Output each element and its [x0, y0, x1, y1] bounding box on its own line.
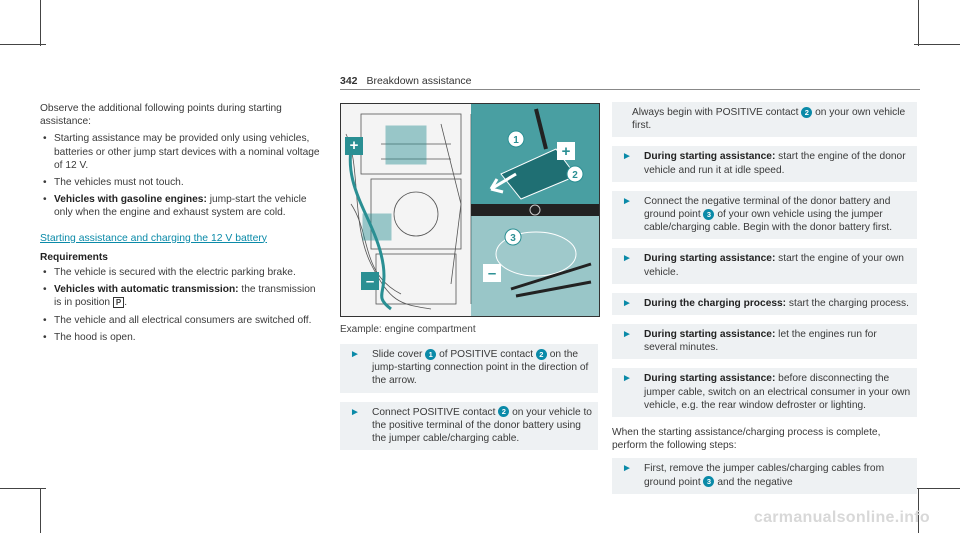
instruction-step: ► During starting assistance: let the engines run for several minutes.	[612, 324, 917, 359]
section-title: Breakdown assistance	[366, 75, 472, 87]
instruction-note: Always begin with POSITIVE contact 2 on your own vehicle first.	[612, 102, 917, 137]
instruction-step: ► During starting assistance: start the engine of the donor vehicle and run it at idle speed.	[612, 146, 917, 181]
list-item: • The vehicle is secured with the electric parking brake.	[43, 267, 296, 279]
instruction-step: ► Slide cover 1 of POSITIVE contact 2 on the jump-starting connection point in the direction of the arrow.	[340, 344, 598, 393]
minus-label: –	[487, 265, 497, 282]
callout-1: 1	[513, 135, 519, 146]
callout-badge: 3	[703, 209, 714, 220]
page-number: 342	[340, 75, 358, 87]
requirements-heading: Requirements	[40, 251, 108, 263]
header-rule	[340, 89, 920, 90]
minus-label: –	[365, 273, 375, 290]
middle-column	[340, 344, 598, 459]
plus-label: +	[561, 143, 571, 160]
instruction-step: ► During the charging process: start the charging process.	[612, 293, 917, 315]
engine-compartment-illustration	[341, 104, 599, 316]
callout-badge: 1	[425, 349, 436, 360]
callout-badge: 2	[498, 406, 509, 417]
completion-paragraph: When the starting assistance/charging process is complete, perform the following steps:	[612, 427, 881, 452]
crop-mark	[914, 488, 960, 489]
section-heading: Starting assistance and charging the 12 V battery	[40, 232, 268, 244]
list-item: • Starting assistance may be provided only using vehicles, batteries or other jump start devices with a nominal voltage of 12 V.	[43, 133, 320, 171]
step-arrow-icon: ►	[622, 297, 632, 309]
figure-caption: Example: engine compartment	[340, 324, 476, 335]
step-arrow-icon: ►	[622, 373, 632, 385]
instruction-step: ► Connect POSITIVE contact 2 on your vehicle to the positive terminal of the donor battery using the jumper cable/charging cable.	[340, 402, 598, 451]
instruction-step: ► First, remove the jumper cables/charging cables from ground point 3 and the negative	[612, 458, 917, 493]
watermark: carmanualsonline.info	[753, 509, 930, 526]
callout-3: 3	[510, 233, 516, 244]
list-item: • Vehicles with automatic transmission: the transmission is in position P .	[43, 284, 316, 309]
list-item: • The vehicles must not touch.	[43, 177, 184, 189]
crop-mark	[40, 0, 41, 46]
step-arrow-icon: ►	[622, 253, 632, 265]
crop-mark	[918, 0, 919, 46]
instruction-step: ► Connect the negative terminal of the donor battery and ground point 3 of your own vehicle using the jumper cable/charging cable. Begin with the donor battery first.	[612, 191, 917, 240]
instruction-step: ► During starting assistance: start the engine of your own vehicle.	[612, 248, 917, 283]
step-arrow-icon: ►	[622, 195, 632, 207]
callout-2: 2	[572, 170, 578, 181]
step-arrow-icon: ►	[350, 349, 360, 360]
callout-badge: 2	[536, 349, 547, 360]
page-header	[340, 75, 472, 87]
instruction-step: ► During starting assistance: before disconnecting the jumper cable, switch on an electrical consumer in your own vehicle, e.g. the rear window defroster or lighting.	[612, 368, 917, 417]
step-arrow-icon: ►	[622, 151, 632, 163]
step-arrow-icon: ►	[622, 329, 632, 341]
left-column	[40, 102, 322, 348]
callout-badge: 2	[801, 107, 812, 118]
list-item: • The hood is open.	[43, 331, 136, 343]
callout-badge: 3	[703, 476, 714, 487]
crop-mark	[40, 488, 41, 533]
intro-text: Observe the additional following points during starting assistance:	[40, 103, 282, 128]
list-item: • The vehicle and all electrical consumers are switched off.	[43, 314, 312, 326]
right-column	[612, 102, 917, 503]
list-item: • Vehicles with gasoline engines: jump-start the vehicle only when the engine and exhaust system are cold.	[43, 194, 307, 219]
step-arrow-icon: ►	[350, 406, 360, 418]
crop-mark	[914, 44, 960, 45]
engine-compartment-figure	[340, 103, 600, 317]
plus-label: +	[349, 137, 359, 154]
step-arrow-icon: ►	[622, 463, 632, 475]
park-position-symbol: P	[113, 297, 124, 308]
